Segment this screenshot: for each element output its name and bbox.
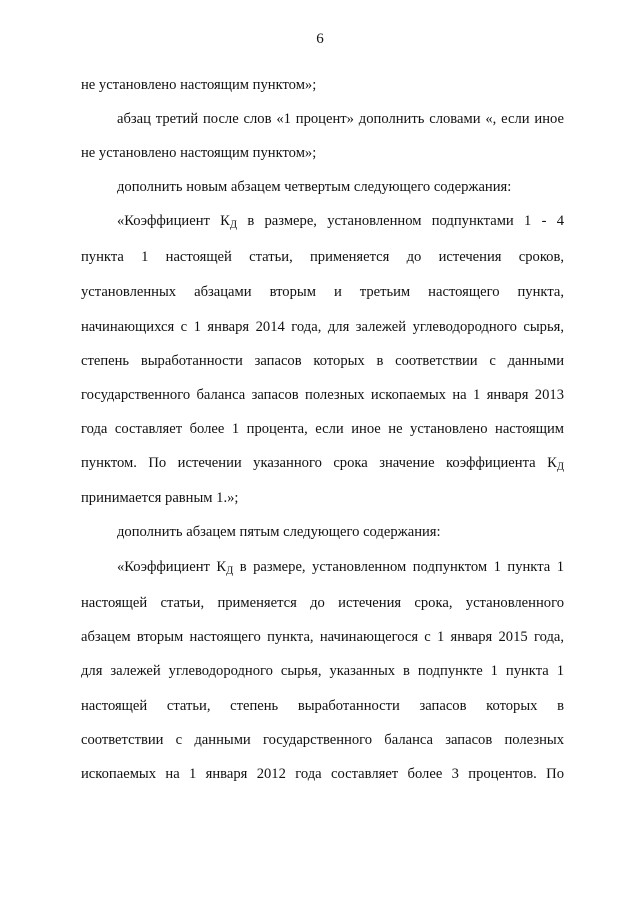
text-line-10: государственного баланса запасов полезных ископаемых на 1 января 2013 [81, 387, 564, 403]
text-span: в размере, установленном подпунктами 1 - 4 [237, 213, 564, 229]
subscript-d: Д [229, 219, 238, 231]
text-line-4: дополнить новым абзацем четвертым следующего содержания: [117, 179, 512, 195]
text-line-7: установленных абзацами вторым и третьим настоящего пункта, [81, 284, 564, 300]
text-line-5 [117, 212, 564, 234]
text-line-8: начинающихся с 1 января 2014 года, для залежей углеводородного сырья, [81, 319, 564, 335]
text-line-13: принимается равным 1.»; [81, 490, 239, 506]
subscript-d: Д [556, 461, 564, 473]
text-line-15 [117, 558, 564, 580]
text-line-11: года составляет более 1 процента, если иное не установлено настоящим [81, 421, 564, 437]
text-line-17: абзацем вторым настоящего пункта, начинающегося с 1 января 2015 года, [81, 629, 564, 645]
text-line-14: дополнить абзацем пятым следующего содержания: [117, 524, 441, 540]
text-line-9: степень выработанности запасов которых в соответствии с данными [81, 353, 564, 369]
text-line-2: абзац третий после слов «1 процент» дополнить словами «, если иное [117, 111, 564, 127]
text-line-6: пункта 1 настоящей статьи, применяется до истечения сроков, [81, 249, 564, 265]
text-span: «Коэффициент К [117, 213, 230, 229]
text-span: «Коэффициент К [117, 559, 227, 575]
text-line-18: для залежей углеводородного сырья, указанных в подпункте 1 пункта 1 [81, 663, 564, 679]
subscript-d: Д [226, 565, 234, 577]
text-line-16: настоящей статьи, применяется до истечения срока, установленного [81, 595, 564, 611]
text-line-19: настоящей статьи, степень выработанности запасов которых в [81, 698, 564, 714]
text-line-3: не установлено настоящим пунктом»; [81, 145, 317, 161]
page-number: 6 [316, 31, 324, 47]
text-span: в размере, установленном подпунктом 1 пункта 1 [233, 559, 564, 575]
text-line-12 [81, 454, 564, 476]
text-line-21: ископаемых на 1 января 2012 года составляет более 3 процентов. По [81, 766, 564, 782]
text-line-1: не установлено настоящим пунктом»; [81, 77, 317, 93]
text-line-20: соответствии с данными государственного баланса запасов полезных [81, 732, 564, 748]
text-span: пунктом. По истечении указанного срока значение коэффициента К [81, 455, 557, 471]
